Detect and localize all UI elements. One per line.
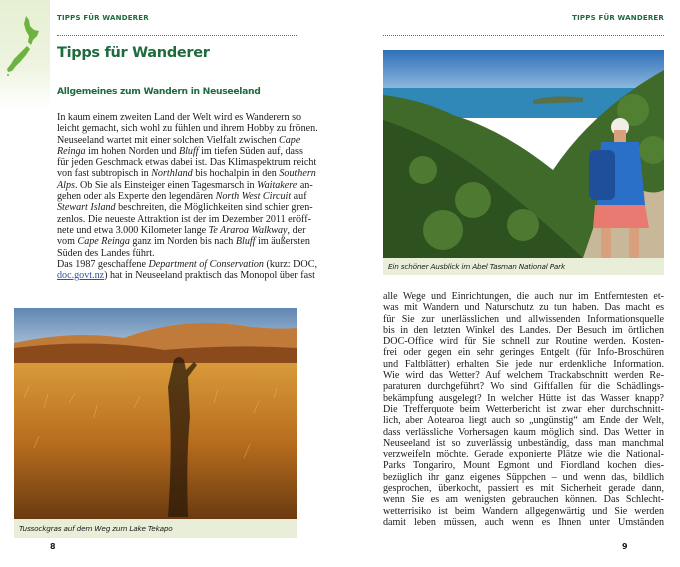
text-line: [383, 302, 664, 313]
text-run: zenlos. Die neueste Attraktion ist der im Dezember 2011 eröff-: [57, 213, 311, 225]
text-run: verzweifeln möchte. Gerade exponierte Plätze wie die National-: [383, 449, 664, 461]
text-line: [383, 291, 664, 302]
text-line: [383, 370, 664, 381]
text-run: Cape: [279, 134, 301, 146]
text-run: bis hochalpin in den: [192, 168, 280, 180]
text-line: [383, 336, 664, 347]
text-line: [383, 449, 664, 460]
text-run: Cape Reinga: [77, 236, 130, 248]
text-line: [57, 202, 313, 214]
text-run: In kaum einem zweiten Land der Welt wird es Wanderern so: [57, 112, 302, 123]
text-run: Te Araroa Walkway: [208, 224, 288, 236]
text-line: [57, 145, 303, 157]
photo-caption-right: Ein schöner Ausblick im Abel Tasman National Park: [383, 258, 664, 275]
text-run: Bluff: [235, 236, 256, 248]
text-run: Parks Tongariro, Mount Egmont und Fiordland kochen dies-: [383, 460, 664, 472]
text-line: [383, 460, 664, 471]
text-run: (kurz: DOC,: [263, 258, 317, 270]
text-line: [57, 157, 317, 169]
text-run: bezüglich ihr ganz eigenes Süppchen – und wenn das, bildlich: [383, 471, 664, 483]
text-run: Süden des Landes führt.: [57, 247, 155, 259]
text-line: [383, 517, 664, 528]
text-run: paraturen durchgeführt? Wo sind Giftfallen für die Schädlings-: [383, 381, 664, 393]
text-line: [383, 347, 664, 358]
text-line: [57, 179, 313, 191]
text-run: alle Wege und Einrichtungen, die auch nur im Entferntesten et-: [383, 291, 664, 302]
text-line: [383, 506, 664, 517]
text-run: lich, aber Aotearoa liegt auch so „ungünstig“ am Ende der Welt,: [383, 415, 664, 427]
page-number-left: 8: [50, 542, 56, 551]
text-run: für jeden Geschmack etwas dabei ist. Das Klimaspektrum reicht: [57, 157, 317, 169]
text-line: [383, 381, 664, 392]
text-line: [383, 472, 664, 483]
text-run: Stewart Island: [57, 202, 116, 214]
text-line: [383, 483, 664, 494]
text-line: [57, 248, 297, 259]
text-line: [57, 168, 316, 180]
text-run: dass verlässliche Vorhersagen kaum möglich sind. Das Wetter in: [383, 426, 664, 438]
text-run: . Ob Sie als Einsteiger einen Tagesmarsch in: [74, 179, 258, 191]
text-run: gesprochen, überkocht, passiert es mit Sicherheit gerade dann,: [383, 483, 664, 495]
text-run: damit leben müssen, auch wenn es Ihnen unter Umständen: [383, 516, 664, 528]
text-run: wenn Sie es am wenigsten gebrauchen können. Das Schlecht-: [383, 494, 664, 506]
text-line: [57, 213, 311, 225]
text-run: gehen oder als Experte den legendären: [57, 191, 216, 203]
text-run: leicht gemacht, sich wohl zu fühlen und ihrem Hobby zu frönen.: [57, 123, 318, 135]
body-text-left: [57, 112, 318, 282]
text-line: [383, 393, 664, 404]
text-line: [383, 404, 664, 415]
text-run: Neuseeland wartet mit einer solchen Vielfalt zwischen: [57, 134, 280, 146]
text-run: an-: [297, 179, 313, 191]
text-run: vom: [57, 236, 78, 248]
text-line: [57, 191, 307, 203]
page-title: Tipps für Wanderer: [57, 45, 210, 61]
section-heading: Allgemeines zum Wandern in Neuseeland: [57, 86, 261, 97]
photo-caption-left: Tussockgras auf dem Weg zum Lake Tekapo: [14, 519, 297, 538]
website-link[interactable]: doc.govt.nz: [57, 270, 105, 282]
text-run: , der: [287, 224, 306, 236]
text-run: im tiefen Süden auf, dass: [198, 145, 303, 157]
photo-abel-tasman: [383, 50, 664, 258]
text-run: Waitakere: [257, 179, 298, 191]
text-line: [383, 438, 664, 449]
text-run: wetterrisiko ist beim Wandern allgegenwärtig und Sie werden: [383, 505, 664, 517]
text-run: was mit Wandern und Naturschutz zu tun haben. Das macht es: [383, 302, 664, 314]
dotted-divider-left: [57, 35, 297, 36]
new-zealand-map-icon: [4, 14, 40, 76]
text-run: Neuseeland ist so zuverlässig unbeständig, dass man manchmal: [383, 437, 664, 449]
text-line: [57, 224, 306, 236]
text-run: von fast subtropisch in: [57, 168, 152, 180]
text-line: [383, 494, 664, 505]
text-line: [57, 270, 315, 282]
text-run: im äußersten: [255, 236, 310, 248]
text-run: frei oder gegen ein sehr geringes Entgelt (für Info-Broschüren: [383, 347, 664, 359]
text-run: bekämpfung ausgelegt? In welcher Hütte ist das Wasser knapp?: [383, 392, 664, 404]
text-run: Das 1987 geschaffene: [57, 258, 149, 270]
text-run: für Sie zur unerlässlichen und allwissenden Informationsquelle: [383, 313, 664, 325]
text-run: und Faltblätter) erhalten Sie jede nur erdenkliche Information.: [383, 358, 664, 370]
text-run: DOC-Office wird für Sie schnell zur Routine werden. Kosten-: [383, 336, 664, 348]
text-line: [57, 258, 317, 270]
text-run: Department of Conservation: [148, 258, 264, 270]
text-line: [57, 123, 318, 135]
text-run: Wie wird das Wetter? Auf welchem Trackabschnitt werden Re-: [383, 370, 664, 382]
body-text-right: [383, 291, 664, 528]
dotted-divider-right: [383, 35, 664, 36]
text-run: auf: [291, 191, 307, 203]
text-run: bis in den letzten Winkel des Landes. Der Besuch im örtlichen: [383, 324, 664, 336]
text-run: North West Circuit: [215, 191, 292, 203]
running-head-left: TIPPS FÜR WANDERER: [57, 14, 149, 22]
text-run: Southern: [279, 168, 316, 180]
text-run: ) hat in Neuseeland praktisch das Monopol über fast: [104, 270, 315, 282]
text-run: Reinga: [57, 145, 86, 157]
margin-tab: [0, 0, 50, 110]
text-line: [383, 314, 664, 325]
text-line: [383, 325, 664, 336]
photo-tussock-grass: [14, 308, 297, 519]
text-line: [383, 427, 664, 438]
text-line: [383, 415, 664, 426]
text-run: Northland: [151, 168, 193, 180]
text-run: im hohen Norden und: [85, 145, 179, 157]
text-line: [383, 359, 664, 370]
text-line: [57, 236, 310, 248]
running-head-right: TIPPS FÜR WANDERER: [572, 14, 664, 22]
text-run: beschreiten, die Möglichkeiten sind schier gren-: [115, 202, 313, 214]
text-run: Alps: [57, 179, 75, 191]
page-number-right: 9: [622, 542, 628, 551]
text-run: nete und etwa 3.000 Kilometer lange: [57, 224, 209, 236]
text-run: Bluff: [178, 145, 199, 157]
text-run: Die Trefferquote beim Wetterbericht ist zwar eher durchschnitt-: [383, 403, 664, 415]
text-line: [57, 134, 301, 146]
text-run: ganz im Norden bis nach: [129, 236, 236, 248]
text-line: [57, 112, 302, 123]
